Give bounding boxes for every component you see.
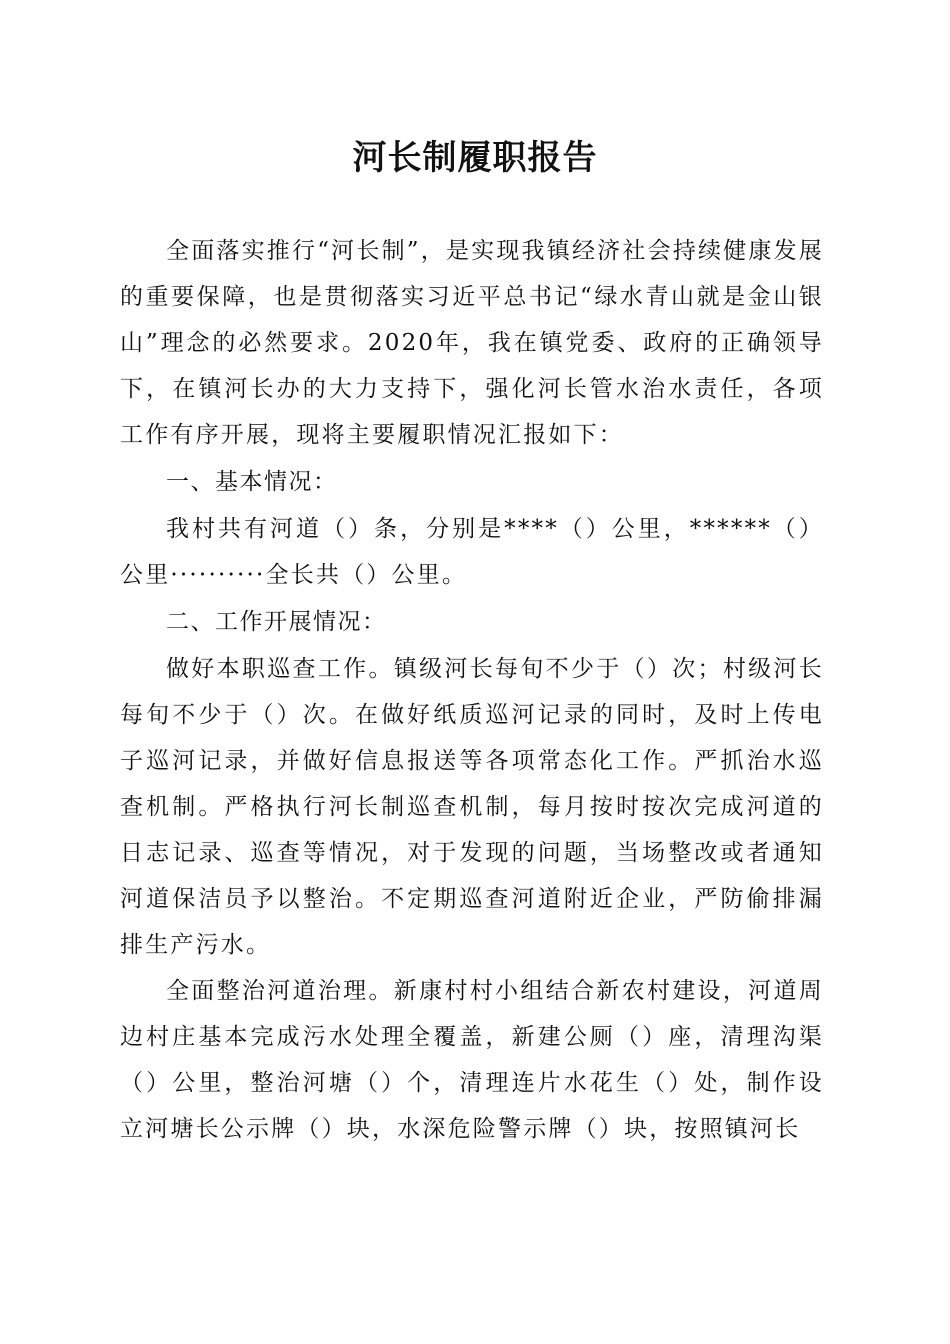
section-heading-work: 二、工作开展情况： [166, 609, 387, 635]
document-title: 河长制履职报告 [352, 138, 598, 178]
patrol-paragraph: 做好本职巡查工作。镇级河长每旬不少于（）次；村级河长每旬不少于（）次。在做好纸质巡河记录的同时，及时上传电子巡河记录，并做好信息报送等各项常态化工作。严抓治水巡查机制。严格执行河长制巡查机制，每月按时按次完成河道的日志记录、巡查等情况，对于发现的问题，当场整改或者通知河道保洁员予以整治。不定期巡查河道附近企业，严防偷排漏排生产污水。 [120, 656, 824, 958]
document-body [120, 228, 824, 1152]
basic-info-paragraph: 我村共有河道（）条，分别是****（）公里，******（）公里··········全长共（）公里。 [120, 516, 824, 588]
intro-paragraph: 全面落实推行“河长制”，是实现我镇经济社会持续健康发展的重要保障，也是贯彻落实习近平总书记“绿水青山就是金山银山”理念的必然要求。2020年，我在镇党委、政府的正确领导下，在镇河长办的大力支持下，强化河长管水治水责任，各项工作有序开展，现将主要履职情况汇报如下： [120, 238, 824, 448]
river-treatment-paragraph: 全面整治河道治理。新康村村小组结合新农村建设，河道周边村庄基本完成污水处理全覆盖，新建公厕（）座，清理沟渠（）公里，整治河塘（）个，清理连片水花生（）处，制作设立河塘长公示牌（）块，水深危险警示牌（）块，按照镇河长 [120, 978, 824, 1142]
section-heading-basic: 一、基本情况： [166, 469, 338, 495]
